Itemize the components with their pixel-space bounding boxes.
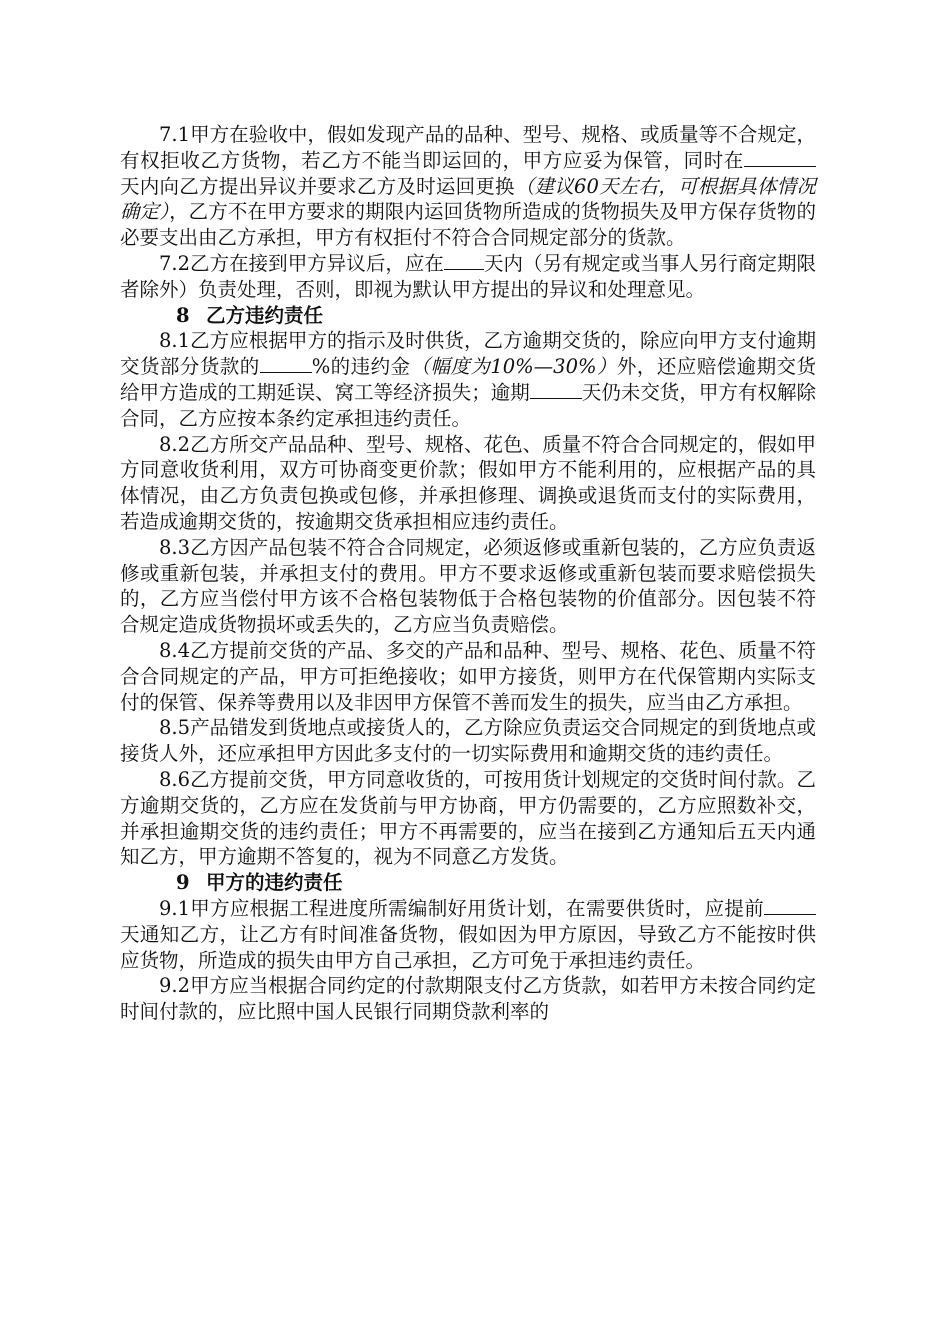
clause-9-2: 9.2甲方应当根据合同约定的付款期限支付乙方货款，如若甲方未按合同约定时间付款的，应比照中国人民银行同期贷款利率的 <box>120 974 816 1024</box>
clause-7-2 <box>120 251 816 303</box>
clause-8-3: 8.3乙方因产品包装不符合合同规定，必须返修或重新包装的，乙方应负责返修或重新包装，并承担支付的费用。甲方不要求返修或重新包装而要求赔偿损失的，乙方应当偿付甲方该不合格包装物低于合格包装物的价值部分。因包装不符合规定造成货物损坏或丢失的，乙方应当负责赔偿。 <box>120 535 816 637</box>
clause-8-1-note: （幅度为10%—30%） <box>410 355 617 379</box>
clause-7-1-note: （建议60天左右，可根据具体情况确定） <box>120 174 816 224</box>
clause-9-1-text-a: 9.1甲方应根据工程进度所需编制好用货计划，在需要供货时，应提前 <box>159 896 764 920</box>
section-number: 9 <box>176 871 190 895</box>
clause-8-5: 8.5产品错发到货地点或接货人的，乙方除应负责运交合同规定的到货地点或接货人外，还应承担甲方因此多支付的一切实际费用和逾期交货的违约责任。 <box>120 716 816 766</box>
clause-7-1-text-b: 天内向乙方提出异议并要求乙方及时运回更换 <box>120 174 515 198</box>
section-heading-9 <box>120 870 816 896</box>
clause-7-1-text-c: ，乙方不在甲方要求的期限内运回货物所造成的货物损失及甲方保存货物的必要支出由乙方承担，甲方有权拒付不符合合同规定部分的货款。 <box>120 200 816 250</box>
clause-7-2-text-b: 天内（另有规定或当事人另行商定期限者除外）负责处理，否则，即视为默认甲方提出的异议和处理意见。 <box>120 251 816 301</box>
clause-8-6: 8.6乙方提前交货，甲方同意收货的，可按用货计划规定的交货时间付款。乙方逾期交货的，乙方应在发货前与甲方协商，甲方仍需要的，乙方应照数补交，并承担逾期交货的违约责任；甲方不再需要的，应当在接到乙方通知后五天内通知乙方，甲方逾期不答复的，视为不同意乙方发货。 <box>120 767 816 869</box>
blank-days-field[interactable] <box>764 897 816 915</box>
section-title: 乙方违约责任 <box>206 303 324 327</box>
clause-9-1 <box>120 896 816 973</box>
clause-8-1-text-c: 外，还应赔偿逾期交货给甲方造成的工期延误、窝工等经济损失；逾期 <box>120 355 816 404</box>
section-heading-8 <box>120 303 816 329</box>
clause-8-2: 8.2乙方所交产品品种、型号、规格、花色、质量不符合合同规定的，假如甲方同意收货利用，双方可协商变更价款；假如甲方不能利用的，应根据产品的具体情况，由乙方负责包换或包修，并承担修理、调换或退货而支付的实际费用，若造成逾期交货的，按逾期交货承担相应违约责任。 <box>120 432 816 533</box>
clause-7-1 <box>120 122 816 251</box>
blank-percent-field[interactable] <box>260 355 312 373</box>
section-number: 8 <box>176 303 190 327</box>
blank-days-field[interactable] <box>444 252 484 270</box>
section-title: 甲方的违约责任 <box>206 871 343 895</box>
document-body <box>120 122 816 1025</box>
clause-8-1-text-b: %的违约金 <box>311 355 411 379</box>
clause-8-4: 8.4乙方提前交货的产品、多交的产品和品种、型号、规格、花色、质量不符合合同规定的产品，甲方可拒绝接收；如甲方接货，则甲方在代保管期内实际支付的保管、保养等费用以及非因甲方保管不善而发生的损失，应当由乙方承担。 <box>120 638 816 714</box>
blank-days-field[interactable] <box>744 149 816 167</box>
clause-7-1-text-a: 7.1甲方在验收中，假如发现产品的品种、型号、规格、或质量等不合规定，有权拒收乙方货物，若乙方不能当即运回的，甲方应妥为保管，同时在 <box>120 123 816 172</box>
clause-7-2-text-a: 7.2乙方在接到甲方异议后，应在 <box>159 251 444 275</box>
clause-8-1-text-d: 天仍未交货，甲方有权解除合同，乙方应按本条约定承担违约责任。 <box>120 380 816 430</box>
blank-days-field[interactable] <box>530 381 582 399</box>
clause-8-1 <box>120 328 816 431</box>
clause-8-1-text-a: 8.1乙方应根据甲方的指示及时供货，乙方逾期交货的，除应向甲方支付逾期交货部分货款的 <box>120 329 816 379</box>
clause-9-1-text-b: 天通知乙方，让乙方有时间准备货物，假如因为甲方原因，导致乙方不能按时供应货物，所造成的损失由甲方自己承担，乙方可免于承担违约责任。 <box>120 922 816 972</box>
